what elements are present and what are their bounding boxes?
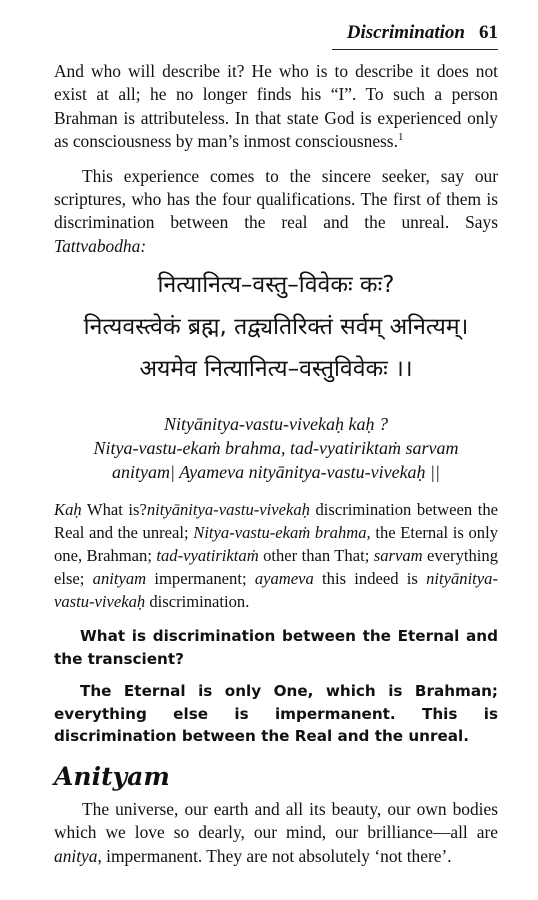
gloss-term: anityam	[92, 569, 147, 589]
gloss-term: Kaḥ	[54, 500, 82, 520]
page-number: 61	[479, 22, 498, 43]
gloss-term: Nitya-vastu-ekaṁ brahma,	[193, 523, 371, 543]
gloss-meaning: everything else;	[54, 546, 498, 589]
transliteration-line: anityam| Ayameva nityānitya-vastu-vivekaḥ ||	[112, 462, 440, 483]
sanskrit-line: नित्यवस्त्वेकं ब्रह्म, तद्व्यतिरिक्तं सर्वम् अनित्यम्।	[83, 314, 469, 341]
transliteration-line: Nitya-vastu-ekaṁ brahma, tad-vyatiriktaṁ sarvam	[93, 438, 459, 459]
question: What is discrimination between the Eternal and the transcient?	[54, 627, 498, 668]
answer: The Eternal is only One, which is Brahman; everything else is impermanent. This is discrimination between the Real and the unreal.	[54, 682, 498, 746]
transliteration-line: Nityānitya-vastu-vivekaḥ kaḥ ?	[164, 414, 388, 435]
gloss-term: tad-vyatiriktaṁ	[156, 546, 259, 566]
paragraph-2-text: This experience comes to the sincere seeker, say our scriptures, who has the four qualifications. The first of them is discrimination between the real and the unreal. Says	[54, 165, 498, 233]
gloss-term: ayameva	[254, 569, 314, 589]
gloss-term: nityānitya-vastu-vivekaḥ	[146, 500, 310, 520]
gloss-meaning: other than That;	[258, 546, 374, 566]
page-body	[54, 60, 498, 868]
gloss-meaning: discrimination between the Real and the unreal;	[54, 500, 498, 543]
gloss-term: nityānitya-vastu-vivekaḥ	[54, 569, 498, 612]
paragraph-1-text: And who will describe it? He who is to describe it does not exist at all; he no longer finds his “I”. To such a person Brahman is attributeless. In that state God is experienced only as consciousness by man’s inmost consciousness.	[54, 61, 498, 152]
paragraph-3-text: The universe, our earth and all its beauty, our own bodies which we love so dearly, our mind, our brilliance—all are	[54, 798, 498, 843]
paragraph-2	[54, 165, 498, 259]
source-title: Tattvabodha:	[54, 235, 147, 256]
paragraph-3-text-end: , impermanent. They are not absolutely ‘not there’.	[97, 845, 452, 866]
section-heading: Anityam	[54, 761, 170, 791]
paragraph-3	[54, 798, 498, 868]
gloss-meaning: this indeed is	[313, 569, 427, 589]
gloss-term: sarvam	[373, 546, 423, 566]
footnote-marker: 1	[397, 131, 404, 144]
paragraph-1	[54, 60, 498, 154]
running-header	[347, 22, 498, 44]
gloss-meaning: discrimination.	[145, 592, 250, 612]
running-title: Discrimination	[346, 22, 465, 43]
header-rule	[332, 49, 498, 50]
word-gloss	[54, 498, 498, 613]
sanskrit-verse	[54, 264, 498, 390]
transliteration	[54, 412, 498, 484]
gloss-meaning: impermanent;	[146, 569, 255, 589]
term-anitya: anitya	[54, 845, 98, 866]
sanskrit-line: अयमेव नित्यानित्य–वस्तुविवेकः ।।	[139, 356, 413, 383]
gloss-meaning: the Eternal is only one, Brahman;	[54, 523, 498, 566]
sanskrit-line: नित्यानित्य–वस्तु–विवेकः कः?	[157, 272, 395, 299]
gloss-meaning: What is?	[81, 500, 147, 520]
